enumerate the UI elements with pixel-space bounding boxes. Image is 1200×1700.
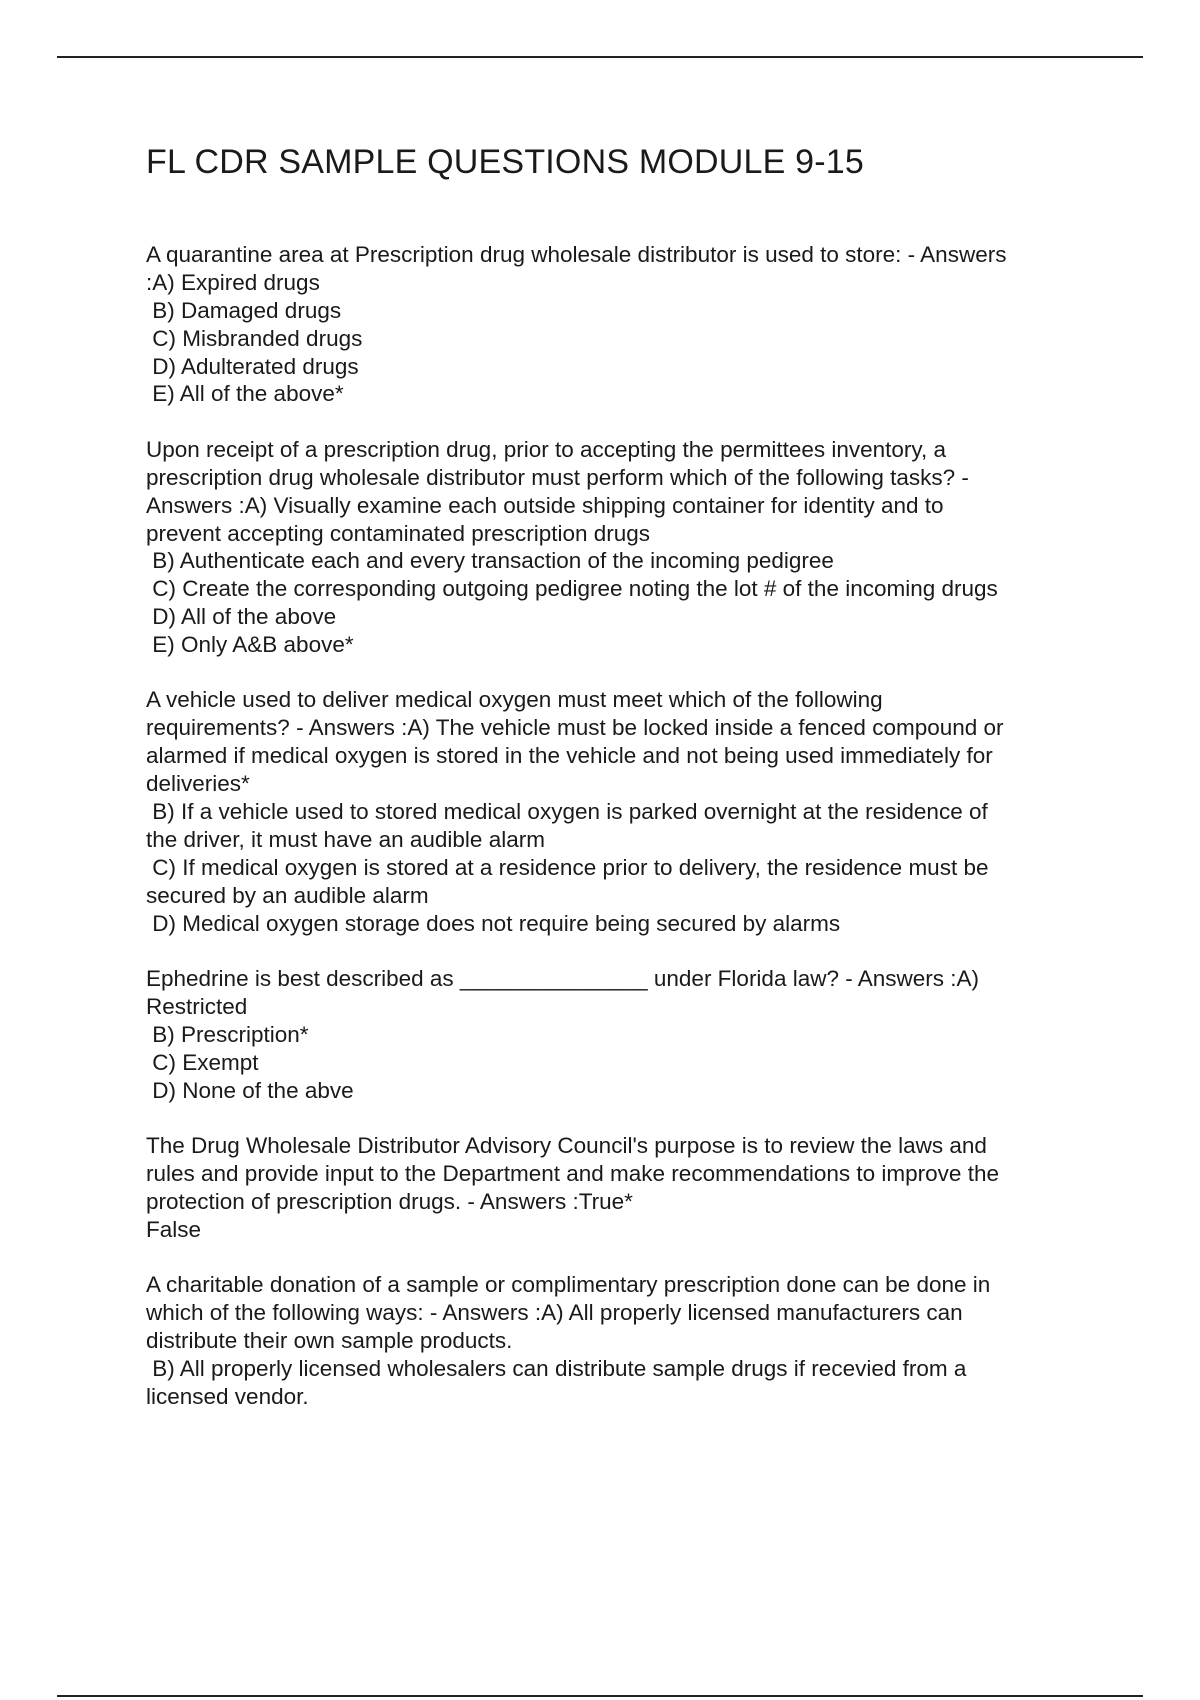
question-list [146, 241, 1086, 1438]
question-block [146, 686, 1086, 937]
question-text-line: False [146, 1216, 202, 1242]
question-text-line: D) All of the above [146, 604, 337, 630]
question-text-line: Ephedrine is best described as _______________ under Florida law? - Answers :A) [146, 965, 980, 991]
question-text-line: D) Medical oxygen storage does not require being secured by alarms [146, 910, 841, 936]
question-text-line: rules and provide input to the Department and make recommendations to improve the [146, 1160, 999, 1186]
question-block [146, 1271, 1086, 1410]
question-text-line: distribute their own sample products. [146, 1327, 513, 1353]
question-text-line: requirements? - Answers :A) The vehicle must be locked inside a fenced compound or [146, 715, 1004, 741]
question-text-line: Restricted [146, 993, 248, 1019]
question-text-line: The Drug Wholesale Distributor Advisory Council's purpose is to review the laws and [146, 1132, 987, 1158]
question-text-line: A vehicle used to deliver medical oxygen must meet which of the following [146, 687, 883, 713]
question-block [146, 436, 1086, 659]
question-text-line: C) Misbranded drugs [146, 325, 363, 351]
question-text-line: licensed vendor. [146, 1383, 309, 1409]
question-text-line: prescription drug wholesale distributor must perform which of the following tasks? - [146, 464, 969, 490]
question-text-line: B) All properly licensed wholesalers can distribute sample drugs if recevied from a [146, 1355, 967, 1381]
question-text-line: Upon receipt of a prescription drug, prior to accepting the permittees inventory, a [146, 436, 947, 462]
question-text-line: prevent accepting contaminated prescription drugs [146, 520, 651, 546]
question-text-line: B) Authenticate each and every transaction of the incoming pedigree [146, 548, 834, 574]
question-block [146, 241, 1086, 408]
question-block [146, 965, 1086, 1104]
question-text-line: alarmed if medical oxygen is stored in the vehicle and not being used immediately for [146, 743, 993, 769]
question-text-line: Answers :A) Visually examine each outside shipping container for identity and to [146, 492, 944, 518]
question-text-line: E) All of the above* [146, 381, 344, 407]
document-title: FL CDR SAMPLE QUESTIONS MODULE 9-15 [146, 143, 865, 181]
question-text-line: deliveries* [146, 771, 250, 797]
question-text-line: C) Create the corresponding outgoing pedigree noting the lot # of the incoming drugs [146, 576, 998, 602]
question-text-line: which of the following ways: - Answers :A) All properly licensed manufacturers can [146, 1299, 963, 1325]
top-rule [57, 56, 1143, 58]
question-text-line: B) Damaged drugs [146, 297, 342, 323]
question-text-line: the driver, it must have an audible alarm [146, 826, 545, 852]
question-block [146, 1132, 1086, 1244]
question-text-line: C) Exempt [146, 1049, 259, 1075]
question-text-line: E) Only A&B above* [146, 632, 354, 658]
question-text-line: B) If a vehicle used to stored medical oxygen is parked overnight at the residence of [146, 799, 988, 825]
question-text-line: secured by an audible alarm [146, 882, 429, 908]
question-text-line: protection of prescription drugs. - Answers :True* [146, 1188, 633, 1214]
question-text-line: A charitable donation of a sample or complimentary prescription done can be done in [146, 1272, 991, 1297]
bottom-rule [57, 1695, 1143, 1697]
question-text-line: D) Adulterated drugs [146, 353, 359, 379]
question-text-line: :A) Expired drugs [146, 269, 320, 295]
question-text-line: C) If medical oxygen is stored at a residence prior to delivery, the residence must be [146, 854, 989, 880]
question-text-line: D) None of the abve [146, 1077, 354, 1103]
question-text-line: A quarantine area at Prescription drug wholesale distributor is used to store: - Answers [146, 242, 1007, 267]
question-text-line: B) Prescription* [146, 1021, 309, 1047]
